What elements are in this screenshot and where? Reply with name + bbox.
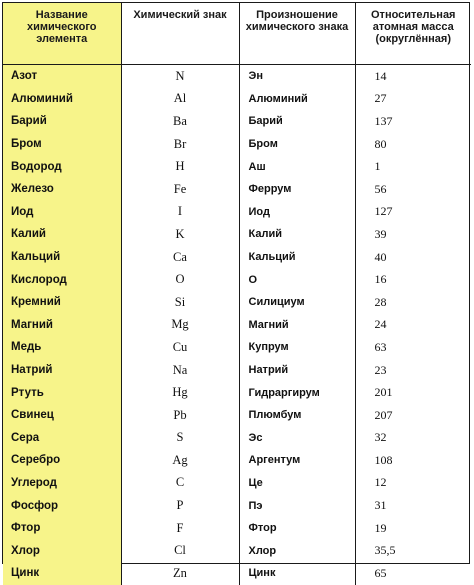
chemical-symbol-cell: P — [121, 494, 239, 517]
atomic-mass-cell: 80 — [374, 136, 387, 151]
table-row — [3, 314, 471, 337]
chemical-symbol-cell: H — [121, 155, 239, 178]
element-name-cell: Барий — [3, 110, 121, 133]
element-name-cell: Азот — [3, 65, 121, 88]
pronunciation-cell: Калий — [239, 223, 355, 246]
table-row — [3, 268, 471, 291]
table-row — [3, 291, 471, 314]
element-name-cell: Цинк — [3, 562, 121, 585]
header-symbol-pronunciation: Произношение химического знака — [239, 3, 355, 65]
header-row — [3, 3, 471, 65]
atomic-mass-cell: 23 — [374, 362, 387, 377]
pronunciation-cell: Кальций — [239, 246, 355, 269]
element-name-cell: Алюминий — [3, 88, 121, 111]
chemical-symbol-cell: Pb — [121, 404, 239, 427]
chemical-symbol-cell: Cl — [121, 539, 239, 562]
chemical-symbol-cell: Br — [121, 133, 239, 156]
atomic-mass-cell: 56 — [374, 181, 387, 196]
atomic-mass-cell: 24 — [374, 317, 387, 332]
atomic-mass-cell: 1 — [374, 159, 381, 174]
table-row — [3, 449, 471, 472]
header-element-name: Название химического элемента — [3, 3, 121, 65]
table-row — [3, 65, 471, 88]
atomic-mass-cell: 108 — [374, 452, 393, 467]
table-row — [3, 88, 471, 111]
pronunciation-cell: Цинк — [239, 562, 355, 585]
table-row — [3, 404, 471, 427]
table-row — [3, 336, 471, 359]
pronunciation-cell: Плюмбум — [239, 404, 355, 427]
table-row — [3, 133, 471, 156]
pronunciation-cell: Магний — [239, 314, 355, 337]
table-row — [3, 223, 471, 246]
chemical-symbol-cell: Ag — [121, 449, 239, 472]
table-row — [3, 246, 471, 269]
header-atomic-mass: Относительная атомная масса (округлённая) — [355, 3, 471, 65]
table-row — [3, 110, 471, 133]
pronunciation-cell: Натрий — [239, 359, 355, 382]
elements-table-sheet — [2, 2, 470, 580]
table-row — [3, 517, 471, 540]
pronunciation-cell: Алюминий — [239, 88, 355, 111]
element-name-cell: Сера — [3, 427, 121, 450]
atomic-mass-cell: 39 — [374, 226, 387, 241]
pronunciation-cell: Иод — [239, 201, 355, 224]
element-name-cell: Серебро — [3, 449, 121, 472]
pronunciation-cell: Эн — [239, 65, 355, 88]
chemical-symbol-cell: Mg — [121, 314, 239, 337]
table-row — [3, 178, 471, 201]
pronunciation-cell: Аргентум — [239, 449, 355, 472]
atomic-mass-cell: 137 — [374, 113, 393, 128]
pronunciation-cell: Хлор — [239, 539, 355, 562]
atomic-mass-cell: 207 — [374, 407, 393, 422]
atomic-mass-cell: 40 — [374, 249, 387, 264]
table-row — [3, 494, 471, 517]
element-name-cell: Кремний — [3, 291, 121, 314]
atomic-mass-cell: 32 — [374, 430, 387, 445]
chemical-symbol-cell: C — [121, 472, 239, 495]
table-row — [3, 562, 471, 585]
table-body — [3, 65, 471, 585]
element-name-cell: Медь — [3, 336, 121, 359]
element-name-cell: Железо — [3, 178, 121, 201]
element-name-cell: Бром — [3, 133, 121, 156]
element-name-cell: Свинец — [3, 404, 121, 427]
atomic-mass-cell: 127 — [374, 204, 393, 219]
pronunciation-cell: Фтор — [239, 517, 355, 540]
atomic-mass-cell: 63 — [374, 339, 387, 354]
element-name-cell: Кислород — [3, 268, 121, 291]
chemical-symbol-cell: Al — [121, 88, 239, 111]
atomic-mass-cell: 35,5 — [374, 543, 396, 558]
pronunciation-cell: Бром — [239, 133, 355, 156]
header-chemical-symbol: Химический знак — [121, 3, 239, 65]
atomic-mass-cell: 65 — [374, 565, 387, 580]
pronunciation-cell: Барий — [239, 110, 355, 133]
element-name-cell: Ртуть — [3, 381, 121, 404]
pronunciation-cell: Аш — [239, 155, 355, 178]
element-name-cell: Кальций — [3, 246, 121, 269]
element-name-cell: Фосфор — [3, 494, 121, 517]
pronunciation-cell: Силициум — [239, 291, 355, 314]
table-row — [3, 359, 471, 382]
atomic-mass-cell: 201 — [374, 385, 393, 400]
pronunciation-cell: Пэ — [239, 494, 355, 517]
atomic-mass-cell: 31 — [374, 498, 387, 513]
pronunciation-cell: Эс — [239, 427, 355, 450]
table-row — [3, 155, 471, 178]
pronunciation-cell: Феррум — [239, 178, 355, 201]
element-name-cell: Калий — [3, 223, 121, 246]
pronunciation-cell: О — [239, 268, 355, 291]
pronunciation-cell: Це — [239, 472, 355, 495]
element-name-cell: Натрий — [3, 359, 121, 382]
element-name-cell: Фтор — [3, 517, 121, 540]
chemical-symbol-cell: Cu — [121, 336, 239, 359]
atomic-mass-cell: 12 — [374, 475, 387, 490]
table-row — [3, 381, 471, 404]
atomic-mass-cell: 27 — [374, 91, 387, 106]
chemical-symbol-cell: Zn — [121, 562, 239, 585]
atomic-mass-cell: 28 — [374, 294, 387, 309]
chemical-symbol-cell: F — [121, 517, 239, 540]
elements-table — [3, 3, 471, 585]
chemical-symbol-cell: Na — [121, 359, 239, 382]
pronunciation-cell: Гидраргирум — [239, 381, 355, 404]
pronunciation-cell: Купрум — [239, 336, 355, 359]
element-name-cell: Водород — [3, 155, 121, 178]
chemical-symbol-cell: Fe — [121, 178, 239, 201]
table-row — [3, 472, 471, 495]
table-row — [3, 539, 471, 562]
chemical-symbol-cell: Hg — [121, 381, 239, 404]
chemical-symbol-cell: N — [121, 65, 239, 88]
table-header — [3, 3, 471, 65]
table-row — [3, 427, 471, 450]
chemical-symbol-cell: O — [121, 268, 239, 291]
chemical-symbol-cell: K — [121, 223, 239, 246]
element-name-cell: Хлор — [3, 539, 121, 562]
table-row — [3, 201, 471, 224]
chemical-symbol-cell: I — [121, 201, 239, 224]
chemical-symbol-cell: Ba — [121, 110, 239, 133]
element-name-cell: Магний — [3, 314, 121, 337]
chemical-symbol-cell: Ca — [121, 246, 239, 269]
element-name-cell: Углерод — [3, 472, 121, 495]
chemical-symbol-cell: S — [121, 427, 239, 450]
atomic-mass-cell: 14 — [374, 68, 387, 83]
atomic-mass-cell: 16 — [374, 272, 387, 287]
atomic-mass-cell: 19 — [374, 520, 387, 535]
element-name-cell: Иод — [3, 201, 121, 224]
chemical-symbol-cell: Si — [121, 291, 239, 314]
